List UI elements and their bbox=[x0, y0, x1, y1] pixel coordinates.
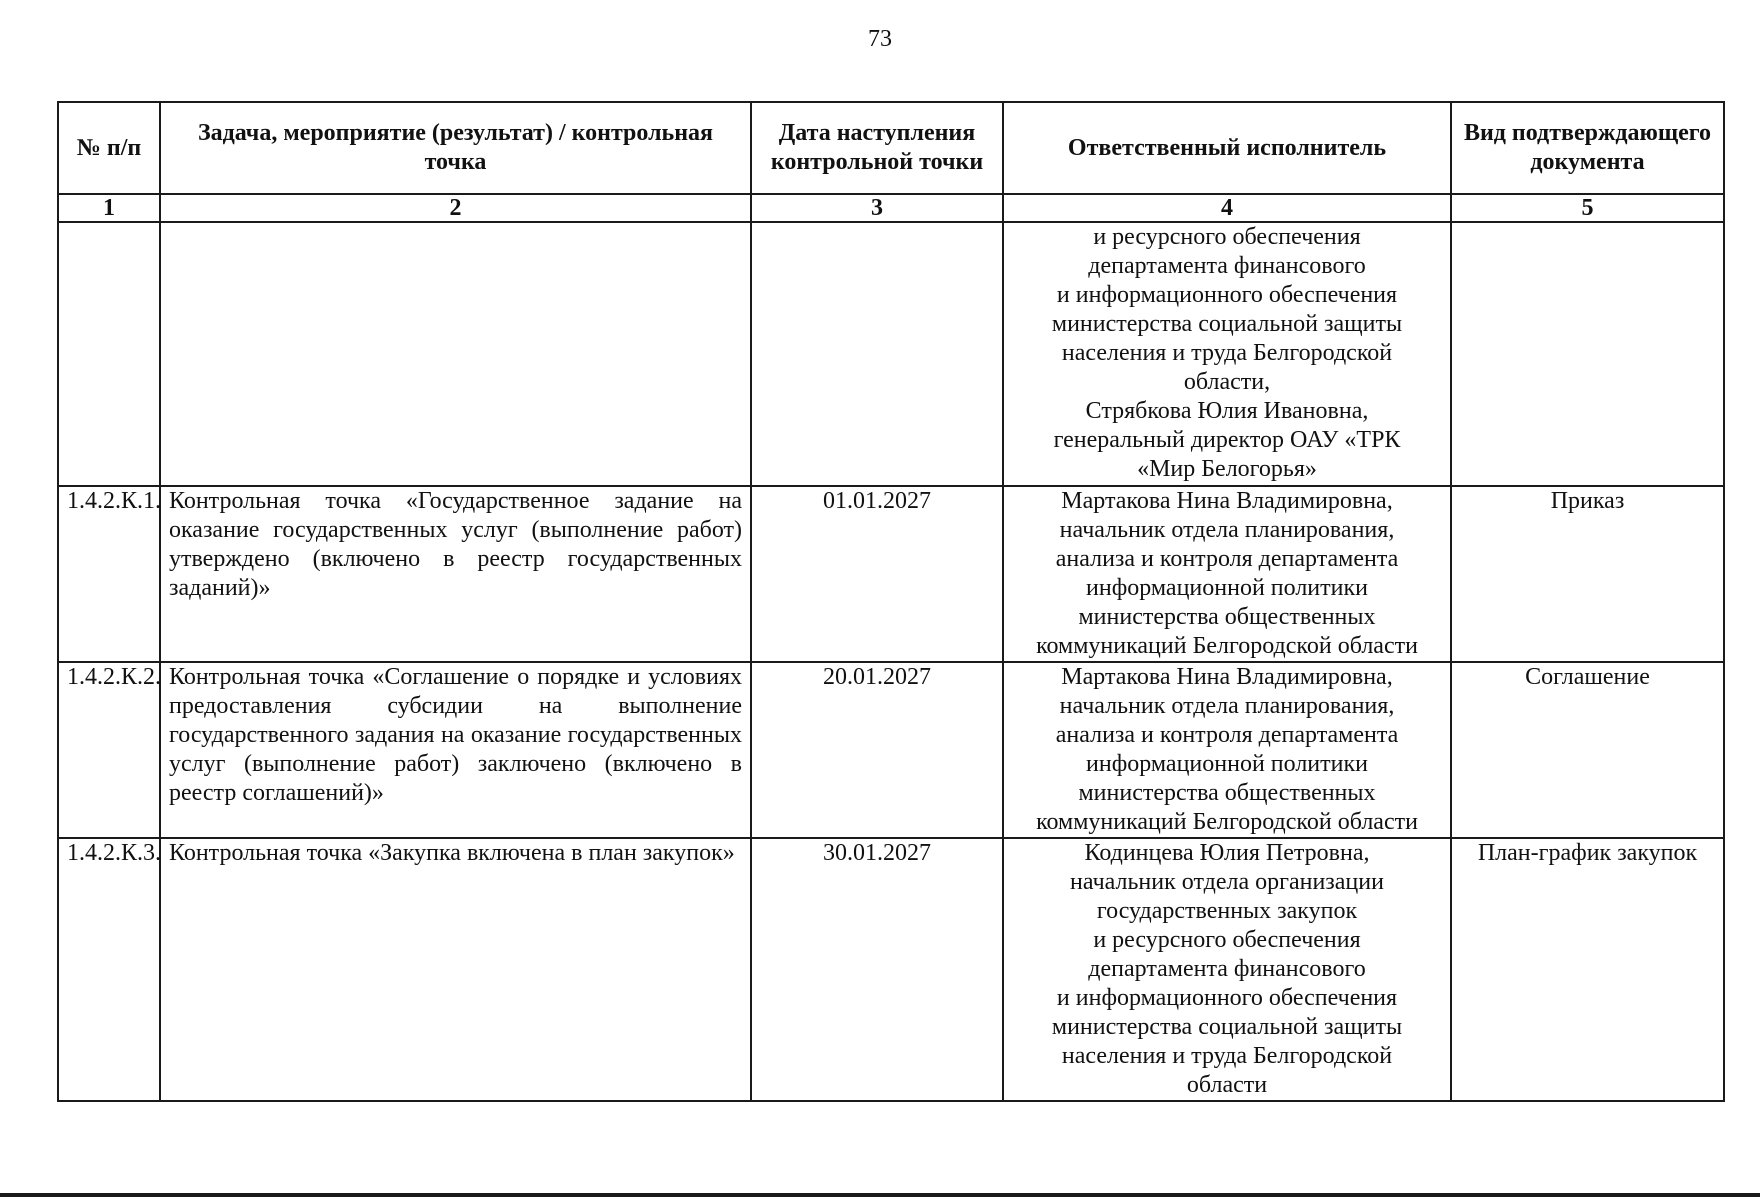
row-number: 1.4.2.К.3. bbox=[58, 838, 160, 1101]
header-document: Вид подтверждающего документа bbox=[1451, 102, 1724, 194]
row-responsible bbox=[1003, 838, 1451, 1101]
responsible-line: анализа и контроля департамента bbox=[1055, 546, 1399, 572]
responsible-line: Кодинцева Юлия Петровна, bbox=[1084, 840, 1370, 866]
table-row bbox=[58, 486, 1724, 662]
header-responsible: Ответственный исполнитель bbox=[1003, 102, 1451, 194]
row-document: Соглашение bbox=[1451, 662, 1724, 838]
responsible-line: департамента финансового bbox=[1088, 956, 1366, 982]
row-date: 20.01.2027 bbox=[751, 662, 1003, 838]
row-date bbox=[751, 222, 1003, 486]
responsible-line: министерства социальной защиты bbox=[1051, 311, 1403, 337]
header-task: Задача, мероприятие (результат) / контрольная точка bbox=[160, 102, 751, 194]
table-row bbox=[58, 838, 1724, 1101]
responsible-line: начальник отдела организации bbox=[1070, 869, 1384, 895]
row-task: Контрольная точка «Соглашение о порядке и условиях предоставления субсидии на выполнение государственного задания на оказание государственных услуг (выполнение работ) заключено (включено в реестр соглашений)» bbox=[160, 662, 751, 838]
row-task: Контрольная точка «Закупка включена в план закупок» bbox=[160, 838, 751, 1101]
responsible-line: населения и труда Белгородской bbox=[1061, 340, 1393, 366]
responsible-line: информационной политики bbox=[1086, 751, 1368, 777]
page-bottom-rule bbox=[0, 1193, 1760, 1197]
responsible-line: анализа и контроля департамента bbox=[1055, 722, 1399, 748]
responsible-line: области, bbox=[1183, 369, 1271, 395]
responsible-line: генеральный директор ОАУ «ТРК bbox=[1053, 427, 1401, 453]
row-document: План-график закупок bbox=[1451, 838, 1724, 1101]
column-number: 1 bbox=[58, 194, 160, 222]
responsible-line: и ресурсного обеспечения bbox=[1093, 224, 1361, 250]
responsible-line: министерства социальной защиты bbox=[1051, 1014, 1403, 1040]
row-document: Приказ bbox=[1451, 486, 1724, 662]
column-number: 2 bbox=[160, 194, 751, 222]
row-number: 1.4.2.К.1. bbox=[58, 486, 160, 662]
column-number: 3 bbox=[751, 194, 1003, 222]
row-task: Контрольная точка «Государственное задание на оказание государственных услуг (выполнение работ) утверждено (включено в реестр государственных заданий)» bbox=[160, 486, 751, 662]
responsible-line: Мартакова Нина Владимировна, bbox=[1061, 488, 1393, 514]
responsible-line: Стрябкова Юлия Ивановна, bbox=[1085, 398, 1369, 424]
row-responsible bbox=[1003, 662, 1451, 838]
responsible-line: коммуникаций Белгородской области bbox=[1036, 809, 1418, 835]
responsible-line: области bbox=[1186, 1072, 1268, 1098]
responsible-line: информационной политики bbox=[1086, 575, 1368, 601]
responsible-line: министерства общественных bbox=[1078, 604, 1376, 630]
column-number: 5 bbox=[1451, 194, 1724, 222]
row-responsible bbox=[1003, 222, 1451, 486]
responsible-line: «Мир Белогорья» bbox=[1137, 456, 1317, 482]
table-row bbox=[58, 222, 1724, 486]
table-row bbox=[58, 662, 1724, 838]
responsible-line: начальник отдела планирования, bbox=[1059, 517, 1395, 543]
responsible-line: и информационного обеспечения bbox=[1056, 282, 1398, 308]
row-document bbox=[1451, 222, 1724, 486]
responsible-line: и ресурсного обеспечения bbox=[1093, 927, 1361, 953]
header-num: № п/п bbox=[58, 102, 160, 194]
responsible-line: министерства общественных bbox=[1078, 780, 1376, 806]
page-number: 73 bbox=[868, 26, 892, 52]
row-number bbox=[58, 222, 160, 486]
row-number: 1.4.2.К.2. bbox=[58, 662, 160, 838]
header-date: Дата наступления контрольной точки bbox=[751, 102, 1003, 194]
control-points-table bbox=[57, 101, 1725, 1102]
responsible-line: и информационного обеспечения bbox=[1056, 985, 1398, 1011]
row-task bbox=[160, 222, 751, 486]
column-number: 4 bbox=[1003, 194, 1451, 222]
header-row bbox=[58, 102, 1724, 194]
responsible-line: начальник отдела планирования, bbox=[1059, 693, 1395, 719]
responsible-line: населения и труда Белгородской bbox=[1061, 1043, 1393, 1069]
row-date: 01.01.2027 bbox=[751, 486, 1003, 662]
column-number-row bbox=[58, 194, 1724, 222]
responsible-line: Мартакова Нина Владимировна, bbox=[1061, 664, 1393, 690]
row-responsible bbox=[1003, 486, 1451, 662]
row-date: 30.01.2027 bbox=[751, 838, 1003, 1101]
responsible-line: государственных закупок bbox=[1096, 898, 1358, 924]
responsible-line: коммуникаций Белгородской области bbox=[1036, 633, 1418, 659]
responsible-line: департамента финансового bbox=[1088, 253, 1366, 279]
